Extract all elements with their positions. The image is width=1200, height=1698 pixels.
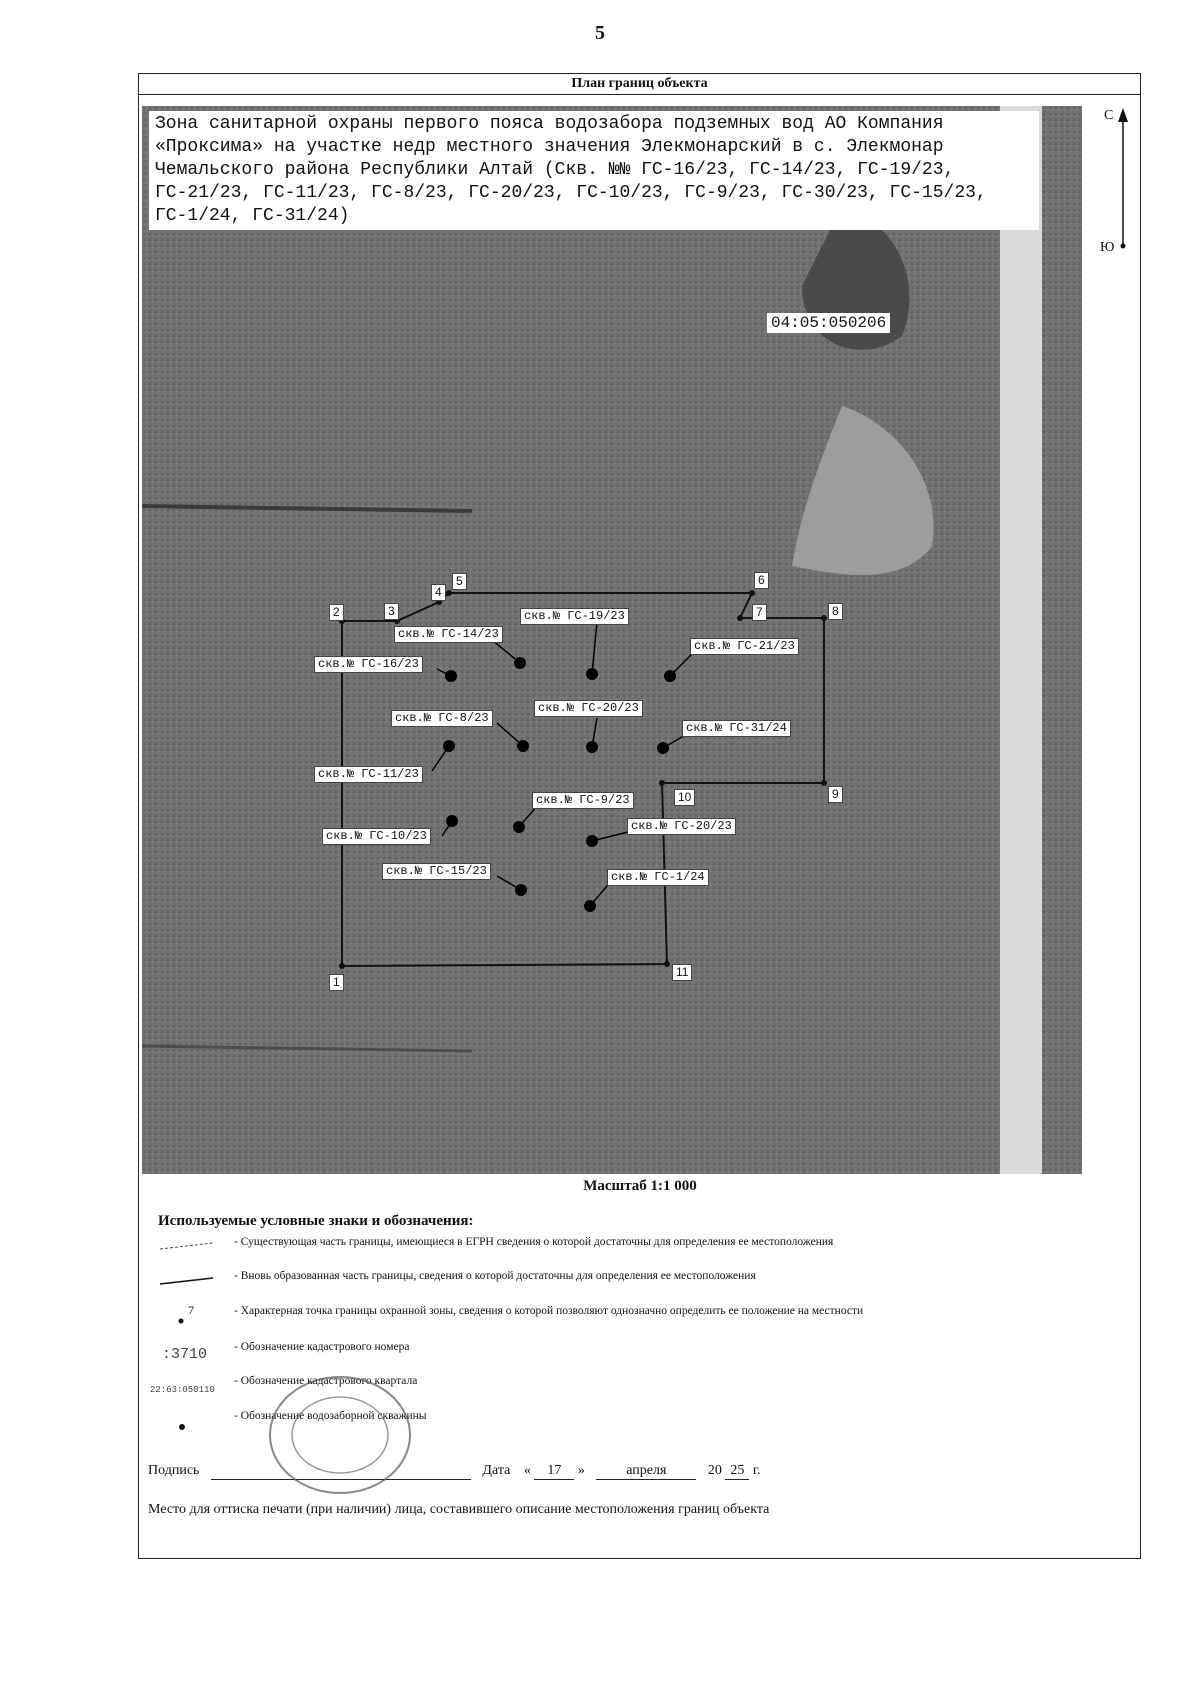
well-icon bbox=[177, 1422, 187, 1432]
scale-label: Масштаб 1:1 000 bbox=[583, 1178, 697, 1194]
point-label-4: 4 bbox=[431, 584, 446, 601]
date-month[interactable]: апреля bbox=[596, 1463, 696, 1480]
well-label: скв.№ ГС-11/23 bbox=[314, 766, 423, 783]
legend-item-cad-quarter: - Обозначение кадастрового квартала bbox=[234, 1375, 418, 1387]
point-label-5: 5 bbox=[452, 573, 467, 590]
boundary-point-icon bbox=[176, 1316, 186, 1326]
point-label-9: 9 bbox=[828, 786, 843, 803]
legend-item-cad-number: - Обозначение кадастрового номера bbox=[234, 1341, 410, 1353]
point-label-6: 6 bbox=[754, 572, 769, 589]
stamp-place-text: Место для оттиска печати (при наличии) лица, составившего описание местоположения границ объекта bbox=[148, 1502, 770, 1517]
legend-cad-quarter-symbol: 22:63:050110 bbox=[150, 1385, 215, 1395]
well-label: скв.№ ГС-9/23 bbox=[532, 792, 634, 809]
aerial-background bbox=[142, 106, 1082, 1174]
well-label: скв.№ ГС-14/23 bbox=[394, 626, 503, 643]
well-label: скв.№ ГС-19/23 bbox=[520, 608, 629, 625]
point-label-10: 10 bbox=[674, 789, 695, 806]
point-label-7: 7 bbox=[752, 604, 767, 621]
point-label-2: 2 bbox=[329, 604, 344, 621]
legend-item-existing-boundary: - Существующая часть границы, имеющиеся в ЕГРН сведения о которой достаточны для определения ее местоположения bbox=[234, 1236, 834, 1248]
signature-row: Подпись Дата « 17 » апреля 20 25 г. bbox=[148, 1463, 761, 1478]
page-number: 5 bbox=[595, 22, 605, 44]
point-label-8: 8 bbox=[828, 603, 843, 620]
legend-cad-number-symbol: :3710 bbox=[162, 1346, 208, 1363]
well-label: скв.№ ГС-20/23 bbox=[627, 818, 736, 835]
point-label-11: 11 bbox=[672, 964, 692, 981]
legend-item-well: - Обозначение водозаборной скважины bbox=[234, 1410, 427, 1422]
well-label: скв.№ ГС-21/23 bbox=[690, 638, 799, 655]
point-label-1: 1 bbox=[329, 974, 344, 991]
date-label: Дата bbox=[482, 1463, 511, 1478]
date-year-prefix: 20 bbox=[707, 1463, 722, 1478]
point-label-3: 3 bbox=[384, 603, 399, 620]
well-label: скв.№ ГС-10/23 bbox=[322, 828, 431, 845]
well-label: скв.№ ГС-31/24 bbox=[682, 720, 791, 737]
cadastral-quarter-label: 04:05:050206 bbox=[767, 313, 890, 333]
legend-title: Используемые условные знаки и обозначения: bbox=[158, 1213, 474, 1229]
well-label: скв.№ ГС-16/23 bbox=[314, 656, 423, 673]
compass-north: С bbox=[1104, 108, 1114, 123]
well-label: скв.№ ГС-1/24 bbox=[607, 869, 709, 886]
map-image bbox=[142, 106, 1082, 1174]
compass bbox=[1100, 104, 1140, 254]
legend-item-new-boundary: - Вновь образованная часть границы, сведения о которой достаточны для определения ее местоположения bbox=[234, 1270, 756, 1282]
date-year-unit: г. bbox=[752, 1463, 761, 1478]
new-boundary-icon bbox=[158, 1275, 218, 1287]
map-caption: Зона санитарной охраны первого пояса водозабора подземных вод АО Компания «Проксима» на участке недр местного значения Элекмонарский в с. Элекмонар Чемальского района Республики Алтай (Скв. №№ ГС-16/23, ГС-14/23, ГС-19/23, ГС-21/23, ГС-11/23, ГС-8/23, ГС-20/23, ГС-10/23, ГС-9/23, ГС-30/23, ГС-15/23, ГС-1/24, ГС-31/24) bbox=[149, 111, 1039, 230]
well-label: скв.№ ГС-20/23 bbox=[534, 700, 643, 717]
signature-label: Подпись bbox=[148, 1463, 200, 1478]
legend-item-boundary-point: - Характерная точка границы охранной зоны, сведения о которой позволяют однозначно определить ее положение на местности bbox=[234, 1305, 864, 1317]
north-arrow-icon bbox=[1100, 104, 1140, 254]
date-year[interactable]: 25 bbox=[725, 1463, 749, 1480]
legend-point-number: 7 bbox=[188, 1303, 194, 1317]
road-strip bbox=[1000, 106, 1042, 1174]
date-day[interactable]: 17 bbox=[534, 1463, 574, 1480]
existing-boundary-icon bbox=[158, 1240, 218, 1252]
frame-title: План границ объекта bbox=[138, 73, 1141, 95]
well-label: скв.№ ГС-15/23 bbox=[382, 863, 491, 880]
compass-south: Ю bbox=[1100, 240, 1115, 255]
official-stamp-icon bbox=[260, 1370, 420, 1500]
well-label: скв.№ ГС-8/23 bbox=[391, 710, 493, 727]
